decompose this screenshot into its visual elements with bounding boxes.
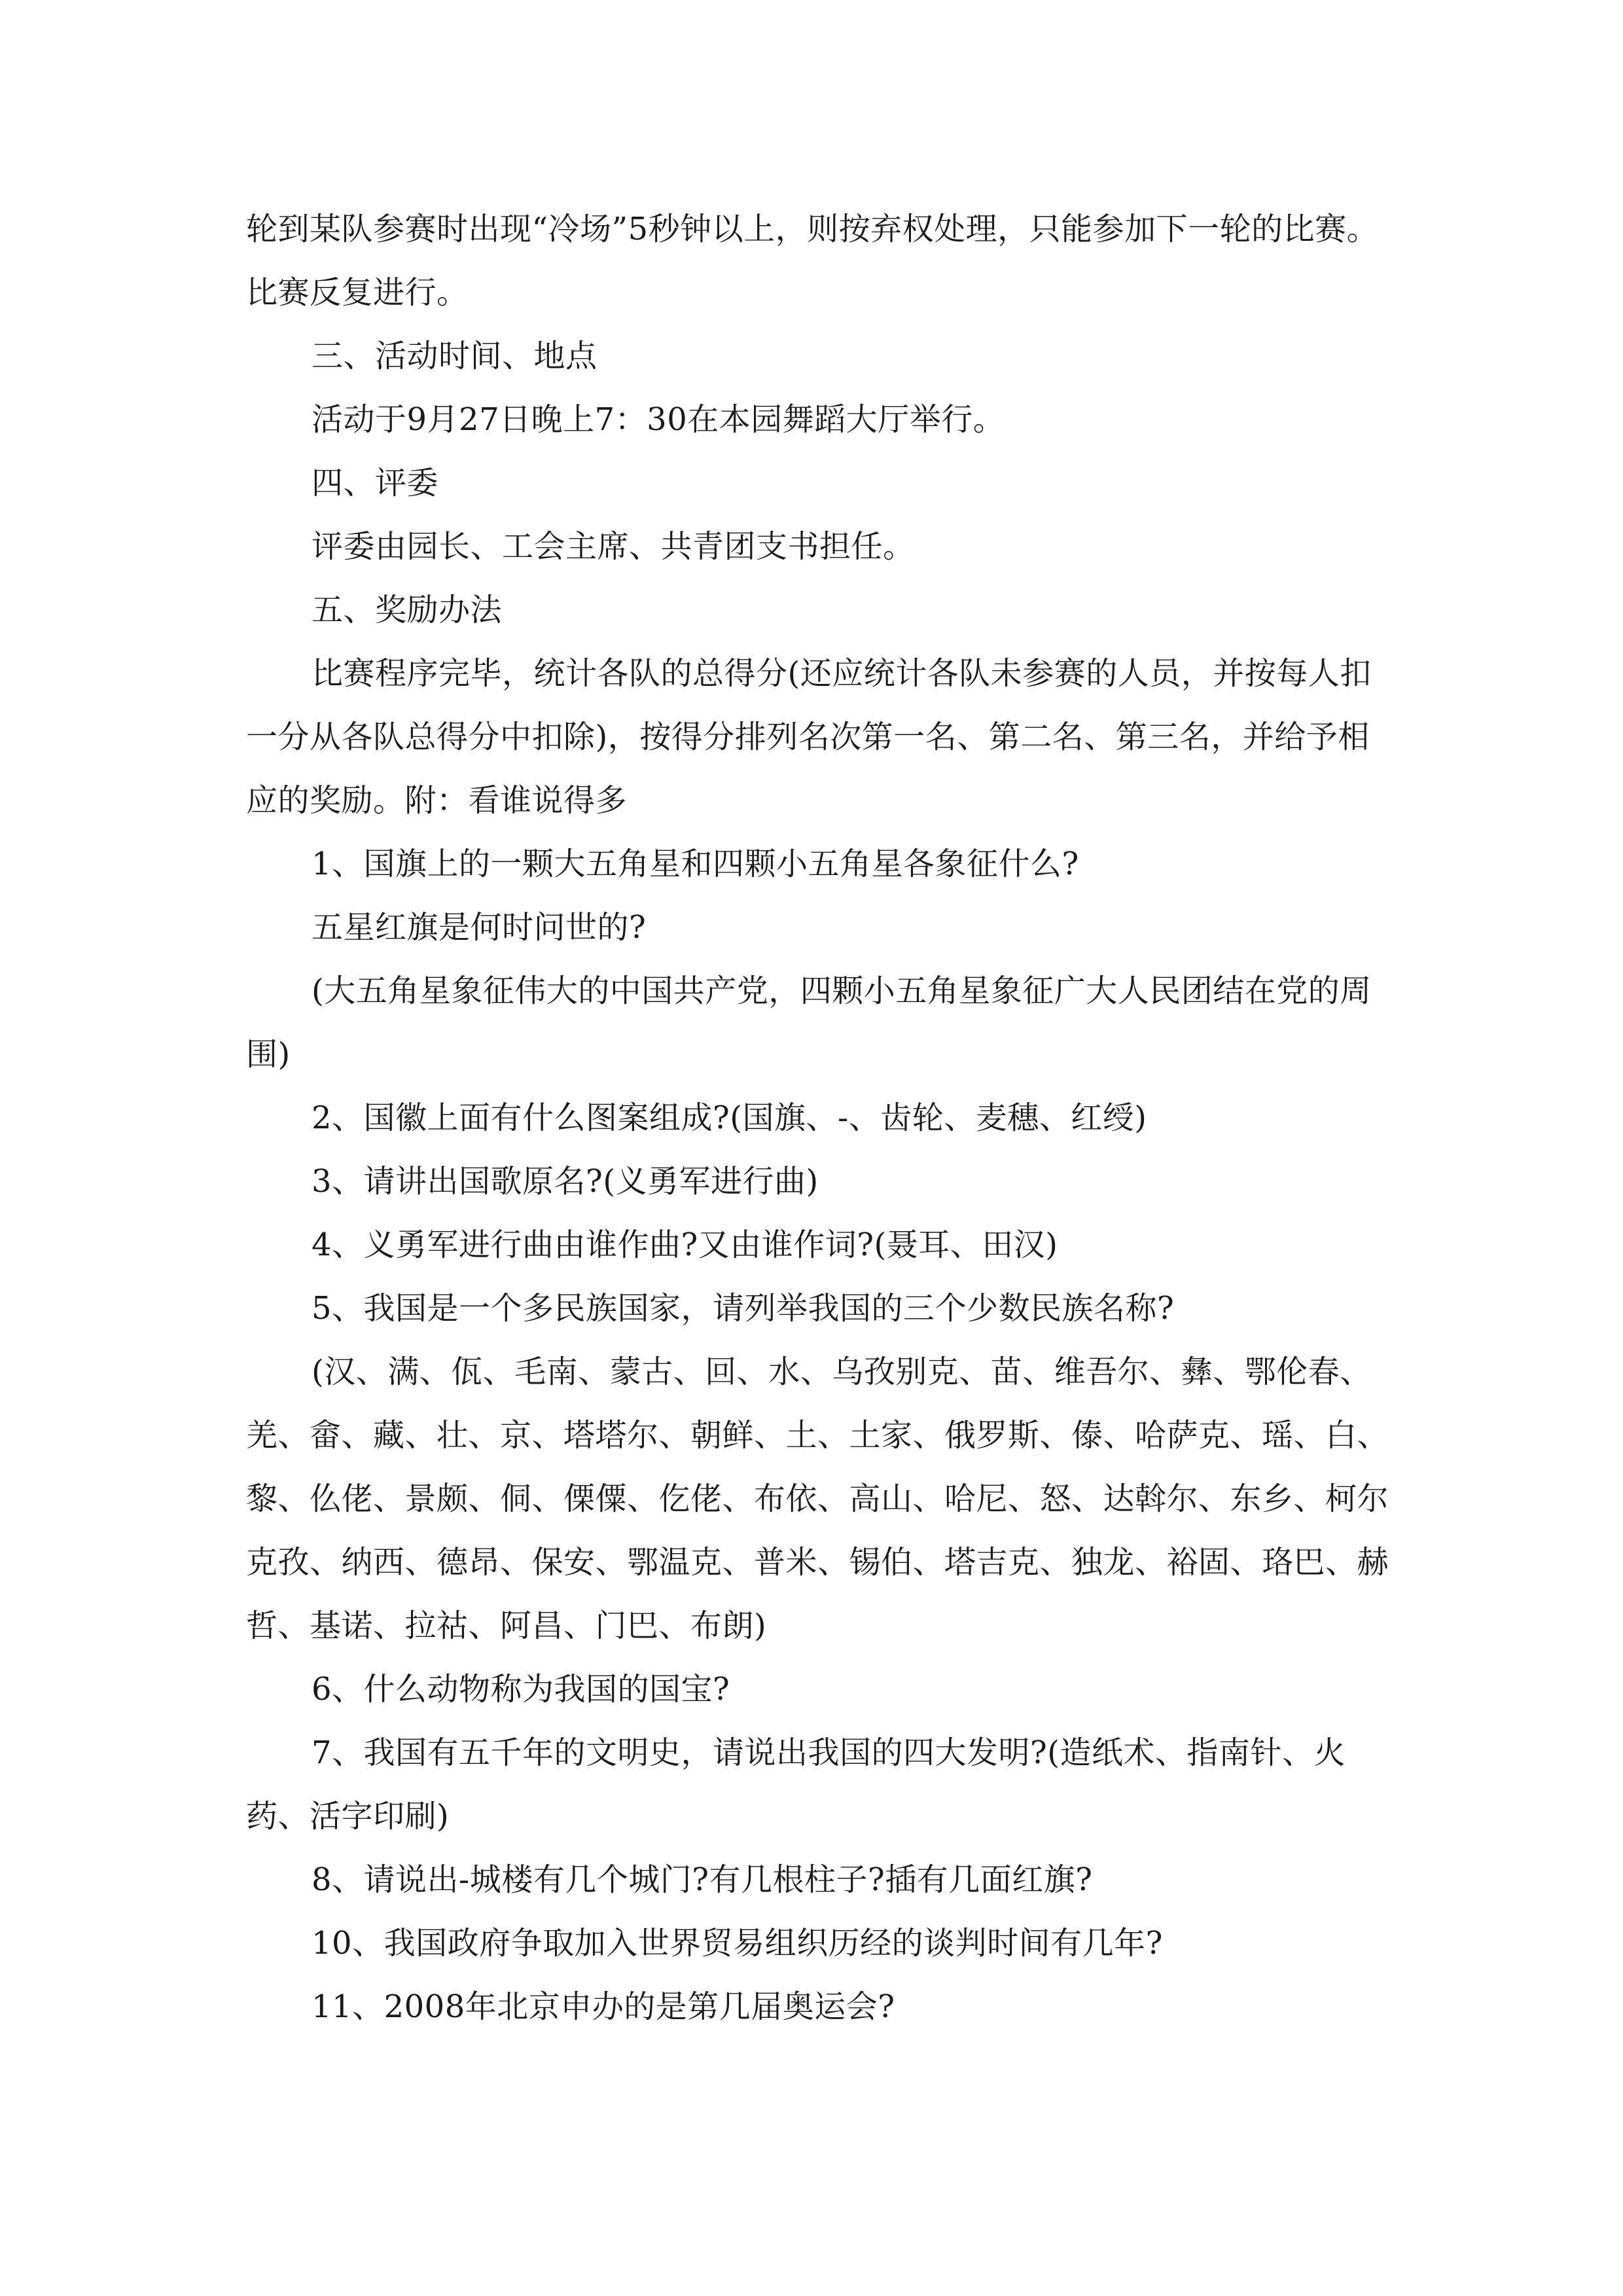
paragraph-rewards: 比赛程序完毕，统计各队的总得分(还应统计各队未参赛的人员，并按每人扣一分从各队总得分中扣除)，按得分排列名次第一名、第二名、第三名，并给予相应的奖励。附：看谁说得多 xyxy=(246,655,1372,819)
answer-5-ethnic-groups: (汉、满、佤、毛南、蒙古、回、水、乌孜别克、苗、维吾尔、彝、鄂伦春、羌、畲、藏、壮、京、塔塔尔、朝鲜、土、土家、俄罗斯、傣、哈萨克、瑶、白、黎、仫佬、景颇、侗、傈僳、仡佬、布依、高山、哈尼、怒、达斡尔、东乡、柯尔克孜、纳西、德昂、保安、鄂温克、普米、锡伯、塔吉克、独龙、裕固、珞巴、赫哲、基诺、拉祜、阿昌、门巴、布朗) xyxy=(246,1354,1389,1644)
section-heading-judges: 四、评委 xyxy=(312,465,439,501)
question-10: 10、我国政府争取加入世界贸易组织历经的谈判时间有几年? xyxy=(312,1925,1163,1962)
question-8: 8、请说出-城楼有几个城门?有几根柱子?插有几面红旗? xyxy=(312,1861,1093,1898)
question-3: 3、请讲出国歌原名?(义勇军进行曲) xyxy=(312,1163,819,1200)
document-body xyxy=(246,198,1398,2039)
question-1: 1、国旗上的一颗大五角星和四颗小五角星各象征什么? xyxy=(312,846,1079,882)
question-2: 2、国徽上面有什么图案组成?(国旗、-、齿轮、麦穗、红绶) xyxy=(312,1100,1147,1136)
question-5: 5、我国是一个多民族国家，请列举我国的三个少数民族名称? xyxy=(312,1290,1175,1327)
paragraph-rules-continued: 轮到某队参赛时出现“冷场”5秒钟以上，则按弃权处理，只能参加下一轮的比赛。比赛反复进行。 xyxy=(246,211,1379,311)
paragraph-time-place: 活动于9月27日晚上7：30在本园舞蹈大厅举行。 xyxy=(312,401,1005,438)
section-heading-time-place: 三、活动时间、地点 xyxy=(312,338,597,374)
paragraph-judges: 评委由园长、工会主席、共青团支书担任。 xyxy=(312,528,915,565)
question-4: 4、义勇军进行曲由谁作曲?又由谁作词?(聂耳、田汉) xyxy=(312,1227,1058,1263)
question-11: 11、2008年北京申办的是第几届奥运会? xyxy=(312,1988,895,2025)
section-heading-rewards: 五、奖励办法 xyxy=(312,592,503,628)
answer-1: (大五角星象征伟大的中国共产党，四颗小五角星象征广大人民团结在党的周围) xyxy=(246,973,1372,1073)
question-7: 7、我国有五千年的文明史，请说出我国的四大发明?(造纸术、指南针、火药、活字印刷) xyxy=(246,1734,1346,1835)
question-1-followup: 五星红旗是何时问世的? xyxy=(312,909,647,946)
question-6: 6、什么动物称为我国的国宝? xyxy=(312,1671,730,1708)
